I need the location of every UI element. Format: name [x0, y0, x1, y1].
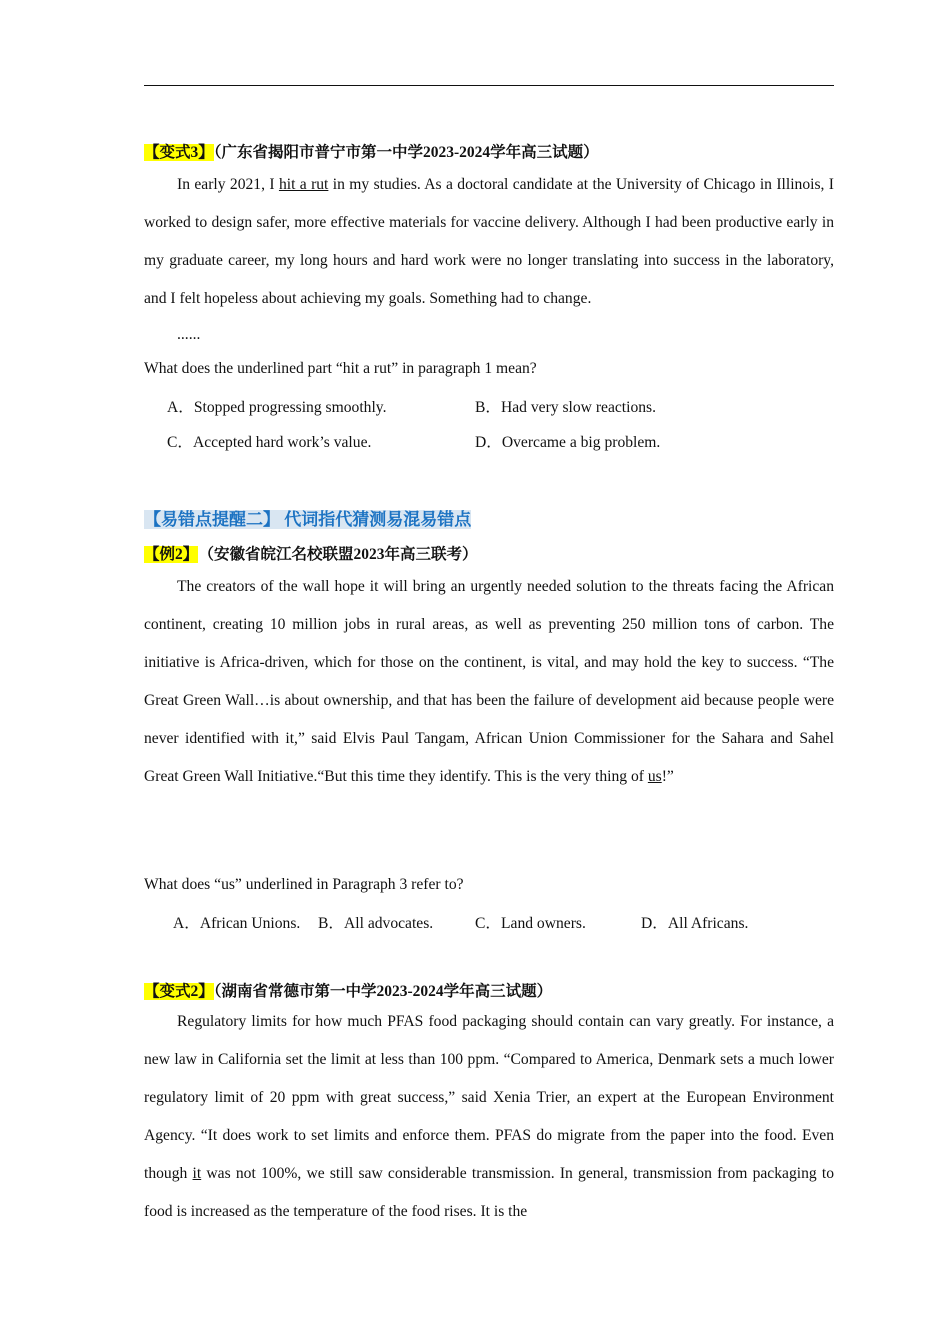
header-rule [144, 85, 834, 86]
option-d: D．Overcame a big problem. [475, 434, 661, 451]
option-b: B．All advocates. [318, 915, 434, 932]
option-c: C．Land owners. [475, 915, 586, 932]
option-a: A．African Unions. [173, 915, 301, 932]
option-d: D．All Africans. [641, 915, 749, 932]
category-heading: 【易错点提醒二】 代词指代猜测易混易错点 [144, 510, 472, 529]
section-heading-example-2 [144, 542, 478, 564]
option-a: A．Stopped progressing smoothly. [167, 399, 387, 416]
question-text: What does the underlined part “hit a rut” in paragraph 1 mean? [144, 360, 537, 377]
variant-tag: 【变式3】 [144, 144, 214, 161]
source-note: （广东省揭阳市普宁市第一中学2023-2024学年高三试题） [213, 144, 599, 161]
underlined-word: it [192, 1165, 202, 1182]
variant-tag: 【变式2】 [144, 983, 214, 1000]
source-note: （安徽省皖江名校联盟2023年高三联考） [206, 546, 478, 563]
option-b: B．Had very slow reactions. [475, 399, 657, 416]
underlined-word: us [647, 768, 662, 785]
example-tag: 【例2】 [144, 546, 199, 563]
passage-paragraph: Regulatory limits for how much PFAS food packaging should contain can vary greatly. For instance, a new law in California set the limit at less than 100 ppm. “Compared to America, Denmark sets a much lower regulatory limit of 20 ppm with great success,” said Xenia Trier, an expert at the European Environment Agency. “It does work to set limits and enforce them. PFAS do migrate from the paper into the food. Even though it was not 100%, we still saw considerable transmission. In general, transmission from packaging to food is increased as the temperature of the food rises. It is the [144, 1013, 835, 1220]
source-note: （湖南省常德市第一中学2023-2024学年高三试题） [213, 983, 553, 1000]
ellipsis: ...... [177, 326, 201, 343]
section-heading-variant-2 [144, 979, 552, 1001]
passage-paragraph: The creators of the wall hope it will bring an urgently needed solution to the threats facing the African continent, creating 10 million jobs in rural areas, as well as preventing 250 million tons of carbon. The initiative is Africa-driven, which for those on the continent, is vital, and may hold the key to success. “The Great Green Wall…is about ownership, and that has been the failure of development aid because people were never identified with it,” said Elvis Paul Tangam, African Union Commissioner for the Sahara and Sahel Great Green Wall Initiative.“But this time they identify. This is the very thing of us!” [144, 578, 834, 785]
option-c: C．Accepted hard work’s value. [167, 434, 372, 451]
passage-paragraph: In early 2021, I hit a rut in my studies. As a doctoral candidate at the University of Chicago in Illinois, I worked to design safer, more effective materials for vaccine delivery. Although I had been productive early in my graduate career, my long hours and hard work were no longer translating into success in the laboratory, and I felt hopeless about achieving my goals. Something had to change. [144, 176, 834, 307]
section-heading-variant-3 [144, 140, 599, 162]
underlined-phrase: hit a rut [278, 176, 329, 193]
question-text: What does “us” underlined in Paragraph 3 refer to? [144, 876, 464, 893]
